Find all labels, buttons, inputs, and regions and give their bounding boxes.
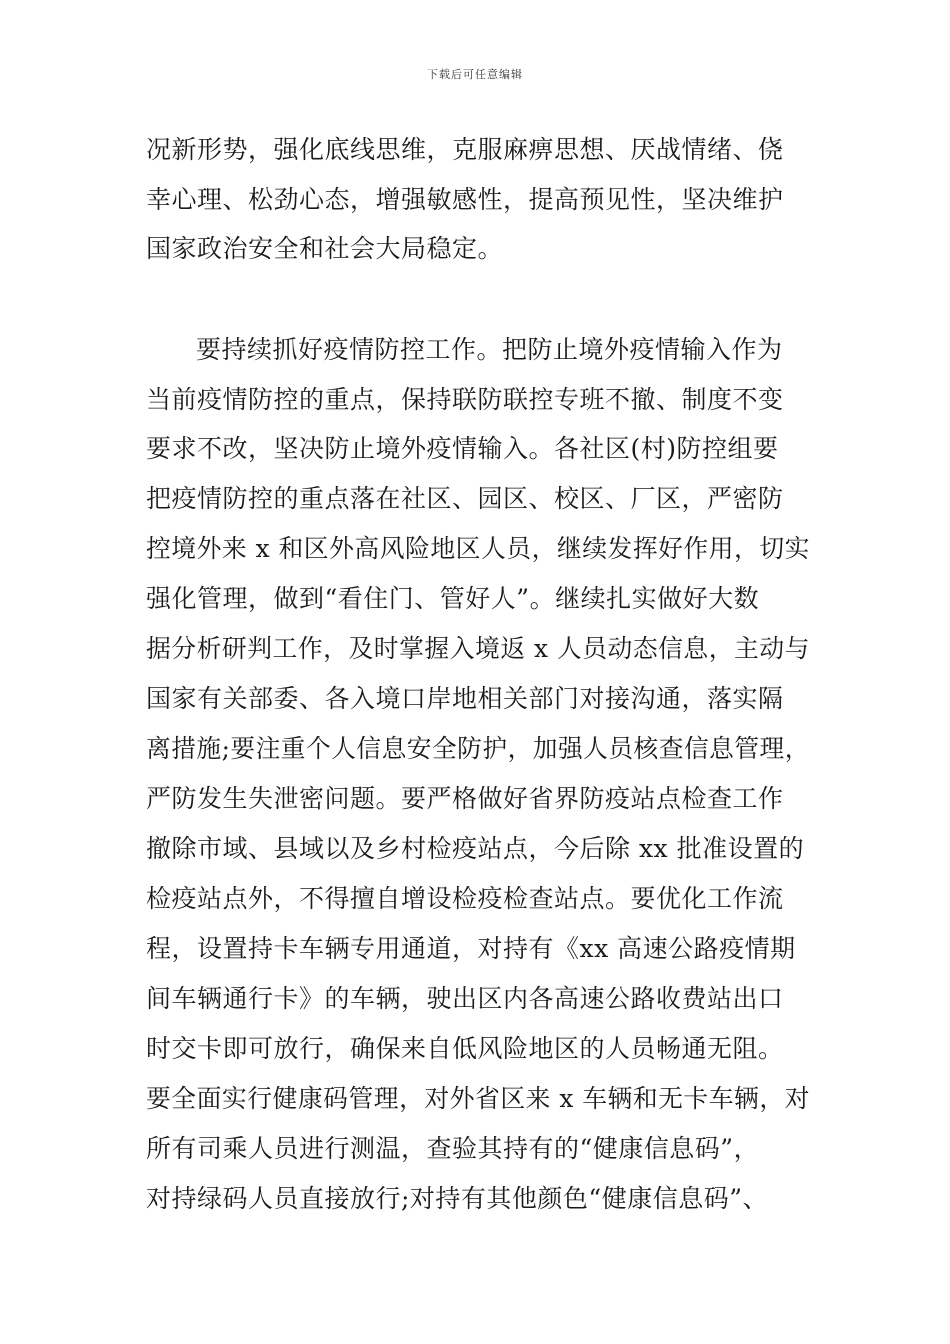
paragraph-2-line-2: 当前疫情防控的重点，保持联防联控专班不撤、制度不变	[146, 385, 784, 414]
paragraph-2-line-13: 程，设置持卡车辆专用通道，对持有《xx 高速公路疫情期	[146, 934, 796, 963]
paragraph-2-line-4: 把疫情防控的重点落在社区、园区、校区、厂区，严密防	[146, 484, 784, 513]
paragraph-1-line-2: 幸心理、松劲心态，增强敏感性，提高预见性，坚决维护	[146, 185, 784, 214]
paragraph-2-line-15: 时交卡即可放行，确保来自低风险地区的人员畅通无阻。	[146, 1034, 784, 1063]
paragraph-2-line-9: 离措施;要注重个人信息安全防护，加强人员核查信息管理，	[146, 734, 810, 763]
paragraph-2-line-18: 对持绿码人员直接放行;对持有其他颜色“健康信息码”、	[146, 1184, 768, 1213]
paragraph-2-line-14: 间车辆通行卡》的车辆，驶出区内各高速公路收费站出口	[146, 984, 784, 1013]
paragraph-2-line-1: 要持续抓好疫情防控工作。把防止境外疫情输入作为	[196, 335, 783, 364]
paragraph-2-line-10: 严防发生失泄密问题。要严格做好省界防疫站点检查工作	[146, 784, 784, 813]
page-header: 下载后可任意编辑	[427, 68, 523, 81]
paragraph-2-line-5: 控境外来 x 和区外高风险地区人员，继续发挥好作用，切实	[146, 534, 810, 563]
paragraph-1-line-1: 况新形势，强化底线思维，克服麻痹思想、厌战情绪、侥	[146, 135, 784, 164]
paragraph-2-line-3: 要求不改，坚决防止境外疫情输入。各社区(村)防控组要	[146, 434, 779, 463]
paragraph-2-line-12: 检疫站点外，不得擅自增设检疫检查站点。要优化工作流	[146, 884, 784, 913]
paragraph-2-line-8: 国家有关部委、各入境口岸地相关部门对接沟通，落实隔	[146, 684, 784, 713]
paragraph-2-line-11: 撤除市域、县域以及乡村检疫站点，今后除 xx 批准设置的	[146, 834, 805, 863]
paragraph-2-line-17: 所有司乘人员进行测温，查验其持有的“健康信息码”，	[146, 1134, 760, 1163]
paragraph-2-line-16: 要全面实行健康码管理，对外省区来 x 车辆和无卡车辆，对	[146, 1084, 810, 1113]
paragraph-2-line-6: 强化管理，做到“看住门、管好人”。继续扎实做好大数	[146, 584, 760, 613]
paragraph-2-line-7: 据分析研判工作，及时掌握入境返 x 人员动态信息，主动与	[146, 634, 810, 663]
paragraph-1-line-3: 国家政治安全和社会大局稳定。	[146, 234, 504, 263]
